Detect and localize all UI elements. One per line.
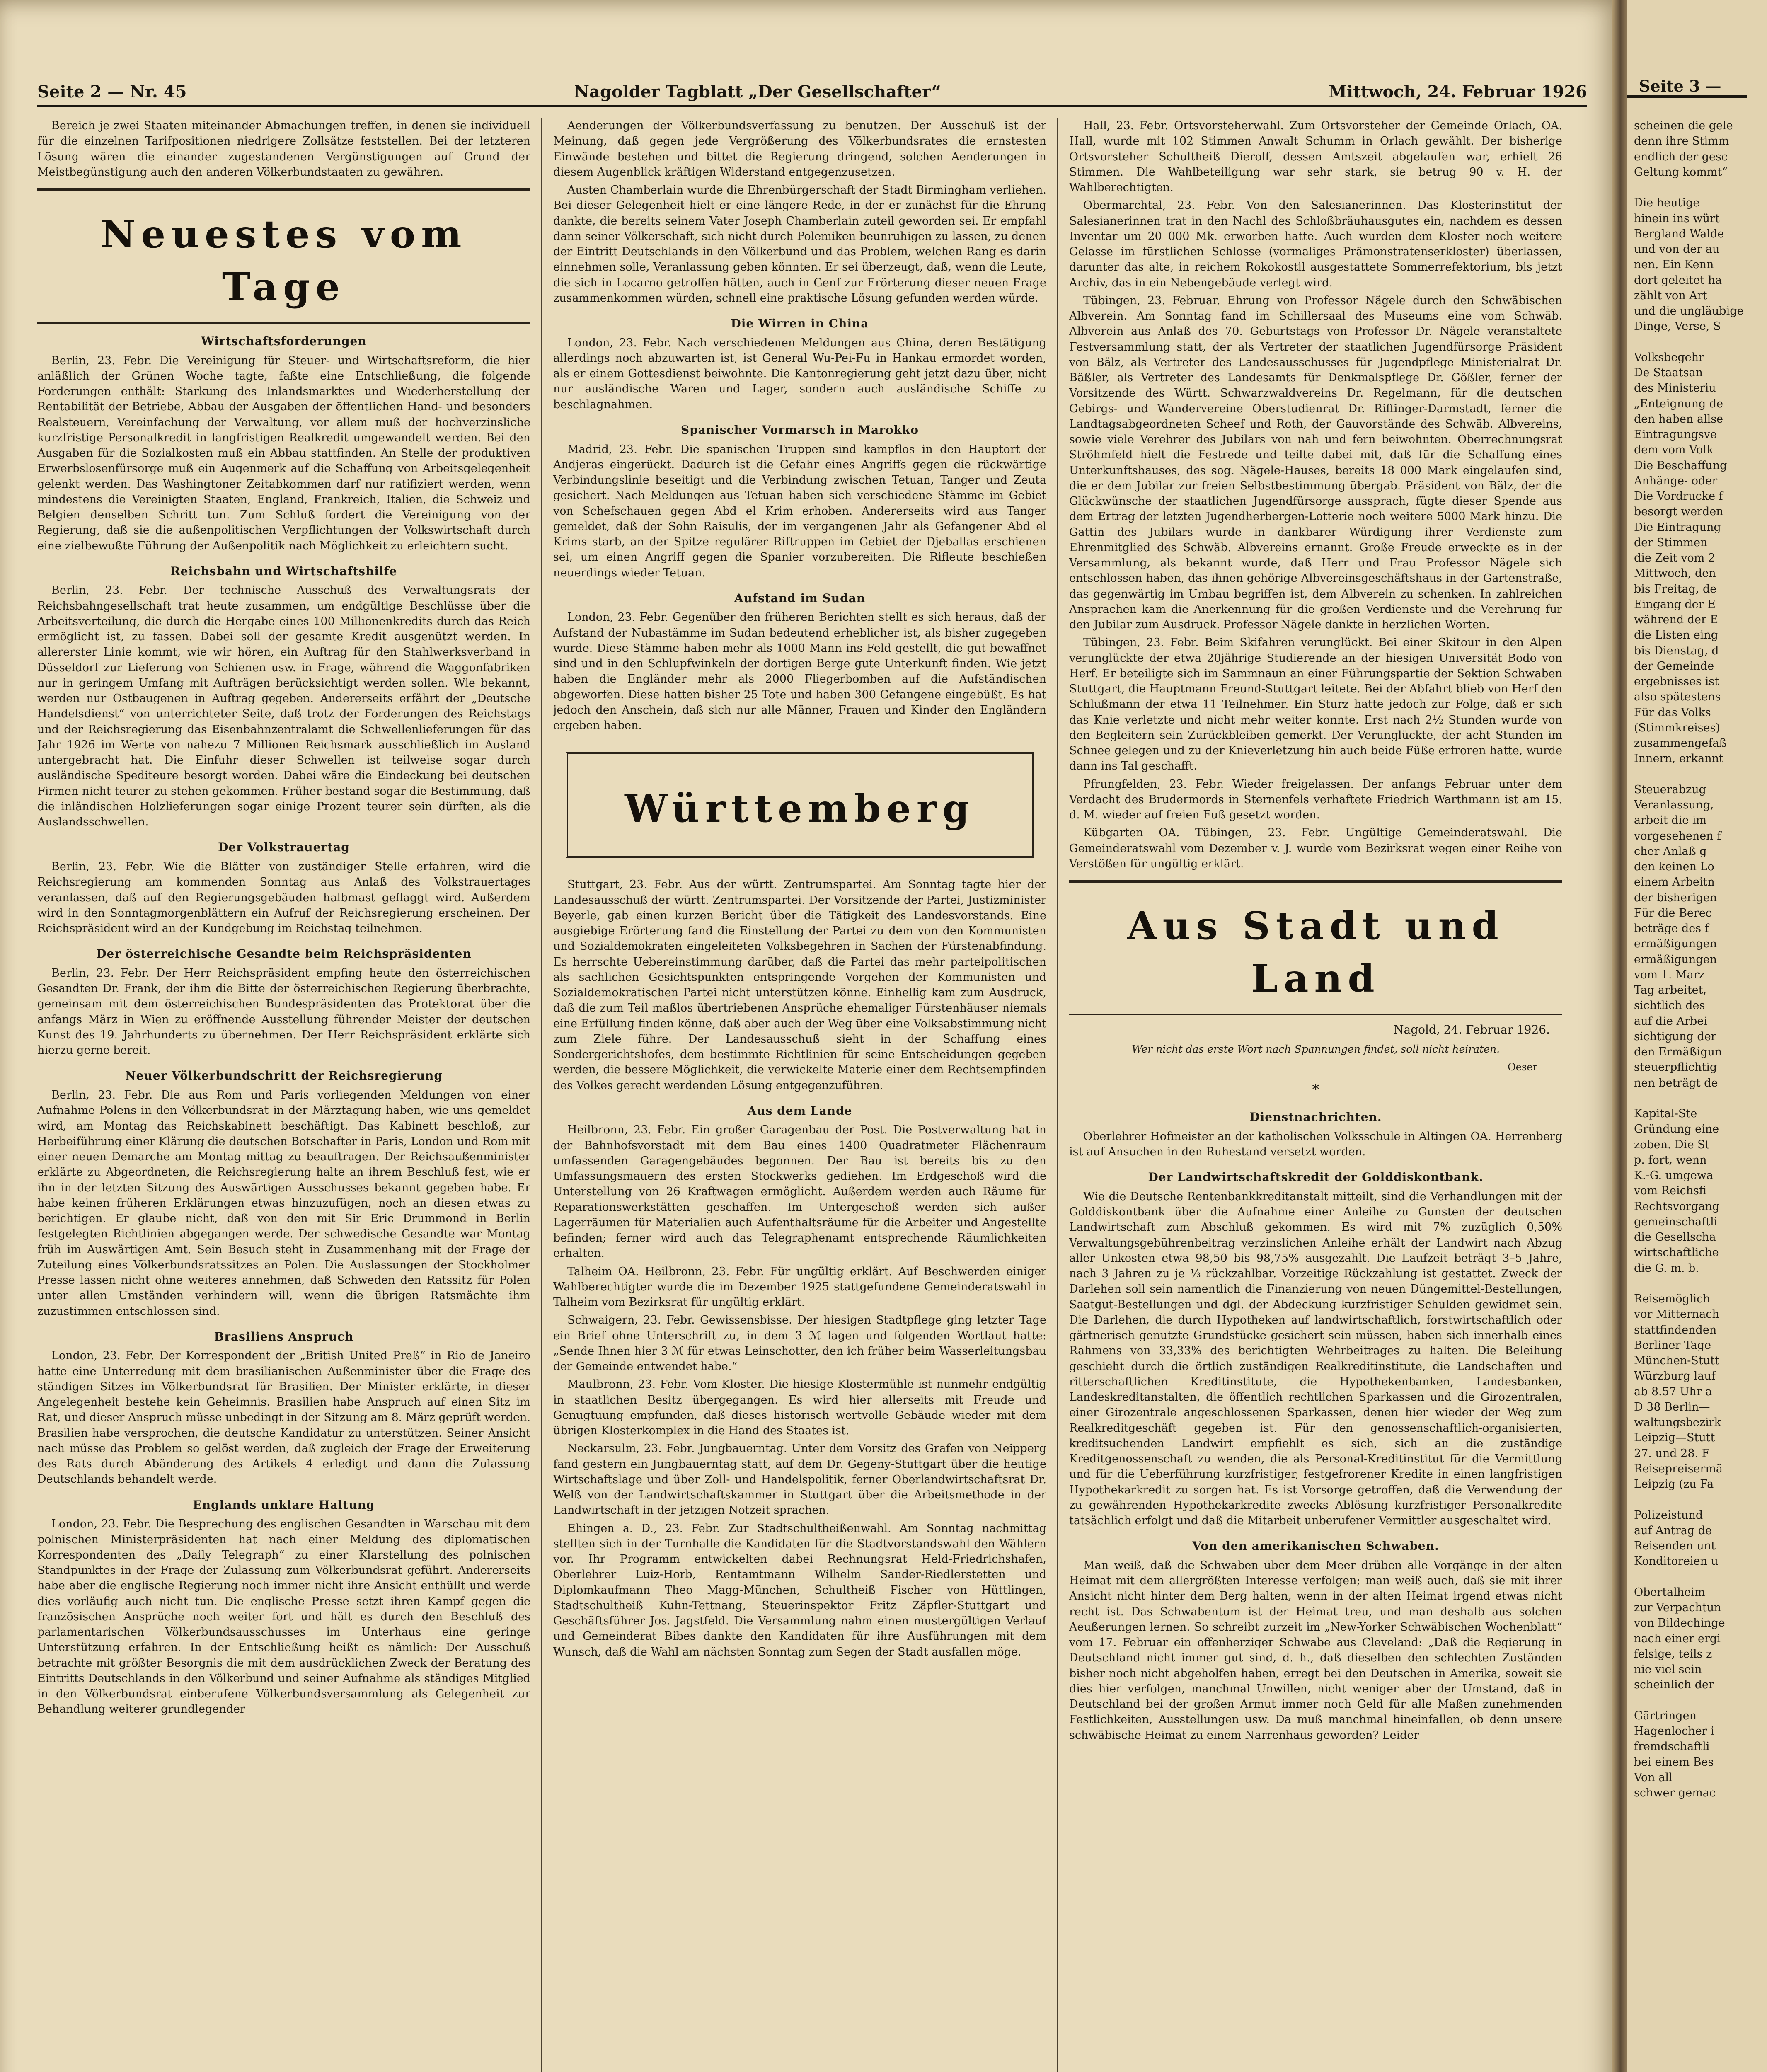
header-date: Mittwoch, 24. Februar 1926 <box>1328 82 1587 102</box>
book-gutter <box>1612 0 1629 2072</box>
article-paragraph: Heilbronn, 23. Febr. Ein großer Garagenbau der Post. Die Postverwaltung hat in der Bahnhofsvorstadt mit dem Bau eines 1400 Quadratmeter Flächenraum umfassenden Garagengebäudes begonnen. Der Bau ist bereits bis zu den Umfassungsmauern des ersten Stockwerks gediehen. Im Erdgeschoß wird die Unterstellung von 26 Kraftwagen ermöglicht. Außerdem werden auch Räume für Reparationswerkstätten geschaffen. Im Untergeschoß werden sich außer Lagerräumen für Materialien auch Aufenthaltsräume für die Arbeiter und Angestellte befinden; ferner wird auch das Telegraphenamt entsprechende Räumlichkeiten erhalten. <box>553 1123 1046 1260</box>
article-heading: Brasiliens Anspruch <box>214 1329 354 1343</box>
article-paragraph: Berlin, 23. Febr. Wie die Blätter von zuständiger Stelle erfahren, wird die Reichsregierung am kommenden Sonntag aus Anlaß des Volkstrauertages veranlassen, daß auf den Regierungsgebäuden halbmast geflaggt wird. Außerdem wird in den Sonntagmorgenblättern ein Aufruf der Reichsregierung erscheinen. Der Reichspräsident wird an der Kundgebung im Reichstag teilnehmen. <box>37 860 530 935</box>
article-paragraph: Berlin, 23. Febr. Der technische Ausschuß des Verwaltungsrats der Reichsbahngesellschaft trat heute zusammen, um endgültige Beschlüsse über die Arbeitsverteilung, die durch die Hergabe eines 100 Millionenkredits durch das Reich ermöglicht ist, zu fassen. Dabei soll der gesamte Kredit ausgenützt werden. In allererster Linie kommt, wie wir hören, ein Auftrag für den Stahlwerksverband in Düsseldorf zur Lieferung von Schienen usw. in Frage, während die Waggonfabriken nur in geringem Umfang mit Aufträgen berücksichtigt werden sollen. Wie bekannt, werden nur Ostbaugenen in Auftrag gegeben. Andererseits erfährt der „Deutsche Handelsdienst“ von unterrichteter Seite, daß trotz der Forderungen des Reichstags und der Reichsregierung das Eisenbahnzentralamt die Schwellenlieferungen für das Jahr 1926 im Werte von nahezu 7 Millionen Reichsmark ausschließlich im Ausland untergebracht hat. Die Einfuhr dieser Schwellen ist teilweise sogar durch ausländische Spediteure besorgt worden. Dabei wäre die Eindeckung bei deutschen Firmen nicht teurer zu stehen gekommen. Früher bestand sogar die Bestimmung, daß die inländischen Holzlieferungen sogar einige Prozent teurer sein dürften, als die Auslandsschwellen. <box>37 584 530 829</box>
article-heading: Der österreichische Gesandte beim Reichspräsidenten <box>96 947 472 961</box>
article-heading: Dienstnachrichten. <box>1249 1110 1382 1124</box>
article-paragraph: Berlin, 23. Febr. Die Vereinigung für Steuer- und Wirtschaftsreform, die hier anläßlich der Grünen Woche tagte, faßte eine Entschließung, die folgende Forderungen enthält: Stärkung des Inlandsmarktes und Wiederherstellung der Rentabilität der Betriebe, Abbau der Ausgaben der öffentlichen Hand- und besonders Realsteuern, Vereinfachung der Verwaltung, vor allem muß der hochverzinsliche kurzfristige Personalkredit in langfristigen Realkredit umgewandelt werden. Bei den Ausgaben für die Sozialkosten muß ein Abbau stattfinden. An Stelle der produktiven Erwerbslosenfürsorge muß ein Augenmerk auf die Schaffung von Arbeitsgelegenheit gelenkt werden. Das Washingtoner Zeitabkommen darf nur ratifiziert werden, wenn mindestens die Vereinigten Staaten, England, Frankreich, Italien, die Schweiz und Belgien denselben Schritt tun. Zum Schluß fordert die Vereinigung von der Regierung, daß sie die außenpolitischen Verpflichtungen der Volkswirtschaft durch eine zielbewußte Führung der Außenpolitik nach Möglichkeit zu erleichtern sucht. <box>37 354 530 552</box>
article-heading: Reichsbahn und Wirtschaftshilfe <box>170 564 397 578</box>
article-heading: Aufstand im Sudan <box>734 591 866 605</box>
article-paragraph: London, 23. Febr. Der Korrespondent der „British United Preß“ in Rio de Janeiro hatte eine Unterredung mit dem brasilianischen Außenminister über die Frage des ständigen Sitzes im Völkerbundsrat für Brasilien. Der Minister erklärte, in dieser Angelegenheit bestehe kein Geheimnis. Brasilien habe Anspruch auf einen Sitz im Rat, und dieser Anspruch müsse unbedingt in der Sitzung am 8. März geprüft werden. Brasilien habe versprochen, die deutsche Kandidatur zu unterstützen. Seiner Ansicht nach müsse das Problem so gelöst werden, daß zugleich der Frage der Erweiterung des Rats durch Abänderung des Artikels 4 erledigt und dann die Zulassung Deutschlands behandelt werde. <box>37 1349 530 1486</box>
article-paragraph: Berlin, 23. Febr. Der Herr Reichspräsident empfing heute den österreichischen Gesandten Dr. Frank, der ihm die Bitte der österreichischen Regierung überbrachte, gemeinsam mit dem österreichischen Bundespräsidenten das Protektorat über die anfangs März in Wien zu eröffnende Ausstellung führender Meister der deutschen Kunst des 19. Jahrhunderts zu übernehmen. Der Herr Reichspräsident erklärte sich hierzu gerne bereit. <box>37 966 530 1057</box>
article-heading: Der Volkstrauertag <box>218 840 350 854</box>
article-paragraph: Pfrungfelden, 23. Febr. Wieder freigelassen. Der anfangs Februar unter dem Verdacht des Brudermords in Sternenfels verhaftete Friedrich Warthmann ist am 15. d. M. wieder auf freien Fuß gesetzt worden. <box>1069 777 1562 821</box>
article-paragraph: Bereich je zwei Staaten miteinander Abmachungen treffen, in denen sie individuell für die einzelnen Tarifpositionen niedrigere Zollsätze feststellen. Bei der letzteren Lösung wären die einander zugestandenen Vergünstigungen auf Grund der Meistbegünstigung auch den anderen Völkerbundstaaten zu gewähren. <box>37 119 530 179</box>
header-masthead: Nagolder Tagblatt „Der Gesellschafter“ <box>574 82 941 102</box>
section-rule <box>1069 880 1562 883</box>
article-paragraph: Schwaigern, 23. Febr. Gewissensbisse. Der hiesigen Stadtpflege ging letzter Tage ein Brief ohne Unterschrift zu, in dem 3 ℳ lagen und folgenden Wortlaut hatte: „Sende Ihnen hier 3 ℳ für etwas Leinschotter, den ich früher beim Wasserleitungsbau der Gemeinde entwendet habe.“ <box>553 1314 1046 1373</box>
article-paragraph: Oberlehrer Hofmeister an der katholischen Volksschule in Altingen OA. Herrenberg ist auf Ansuchen in den Ruhestand versetzt worden. <box>1069 1130 1562 1158</box>
article-paragraph: Tübingen, 23. Februar. Ehrung von Professor Nägele durch den Schwäbischen Albverein. Am Sonntag fand im Schillersaal des Museums eine vom Schwäb. Albverein aus Anlaß des 70. Geburtstags von Professor Dr. Nägele veranstaltete Festversammlung statt, der als Vertreter der staatlichen Jugendfürsorge Präsident von Bälz, als Vertreter des Landesausschusses für Jugendpflege Ministerialrat Dr. Bäßler, als Vertreter des Landesamts für Denkmalspflege Dr. Gößler, ferner der Vorsitzende des Württ. Schwarzwaldvereins Dr. Regelmann, für die deutschen Gebirgs- und Wandervereine Oberstudienrat Dr. Riffinger-Darmstadt, ferner die Landtagsabgeordneten Scheef und Roth, der Gauvorstände des Schwäb. Albvereins, sowie viele Verehrer des Jubilars von nah und fern beiwohnten. Oberrechnungsrat Ströhmfeld hielt die Festrede und teilte dabei mit, daß für die Schaffung eines Unterkunftshauses, des sog. Nägele-Hauses, bereits 18 000 Mark eingelaufen sind, die er dem Jubilar zur freien Selbstbestimmung übergab. Präsident von Bälz, der die Glückwünsche der staatlichen Jugendfürsorge aussprach, fügte dieser Spende aus dem Ertrag der letzten Jugendherbergen-Lotterie noch weitere 5000 Mark hinzu. Die Gattin des Jubilars wurde in dankbarer Würdigung ihrer Verdienste zum Ehrenmitglied des Schwäb. Albvereins ernannt. Große Freude erweckte es in der Versammlung, als bekannt wurde, daß Herr und Frau Professor Nägele sich entschlossen haben, das ihnen gehörige Albvereinsgeschäftshaus in der Gartenstraße, das gegenwärtig im Umbau begriffen ist, dem Albverein zu schenken. In zahlreichen Ansprachen kam die Anerkennung für die großen Verdienste und die Verehrung für den Jubilar zum Ausdruck. Professor Nägele dankte in herzlichen Worten. <box>1069 294 1562 631</box>
article-heading: Englands unklare Haltung <box>193 1498 375 1512</box>
page-header <box>37 77 1587 107</box>
article-paragraph: Man weiß, daß die Schwaben über dem Meer drüben alle Vorgänge in der alten Heimat mit dem allergrößten Interesse verfolgen; man weiß auch, daß sie mit ihrer Ansicht nicht hinter dem Berg halten, wenn in der alten Heimat irgend etwas nicht recht ist. Das Schwabentum ist der Heimat treu, und man deshalb aus solchen Aeußerungen lernen. So schreibt zurzeit im „New-Yorker Schwäbischen Wochenblatt“ vom 17. Februar ein offenherziger Schwabe aus Cleveland: „Daß die Regierung in Deutschland nicht immer gut sind, d. h., daß dieselben den schlechten Zuständen bisher noch nicht abgeholfen haben, erregt bei den Deutschen in Amerika, soweit sie dies hier verfolgen, manchmal Unwillen, nicht weniger aber der Umstand, daß in Deutschland bei der großen Armut immer noch Geld für alle Maßen zunehmenden Festlichkeiten, Ausstellungen usw. Da muß manchmal hineinfallen, ob denn unsere schwäbische Heimat zu einem Narrenhaus geworden? Leider <box>1069 1559 1562 1742</box>
article-heading: Spanischer Vormarsch in Marokko <box>680 423 919 437</box>
section-heading-neuestes: Neuestes vom Tage <box>100 212 467 309</box>
article-paragraph: London, 23. Febr. Gegenüber den früheren Berichten stellt es sich heraus, daß der Aufstand der Nubastämme im Sudan bedeutend erheblicher ist, als bisher zugegeben wurde. Diese Stämme haben mehr als 1000 Mann ins Feld gestellt, die gut bewaffnet sind und in den Schlupfwinkeln der dortigen Berge gute Unterkunft finden. Wie jetzt haben die Engländer mehr als 2000 Fliegerbomben auf die Aufständischen abgeworfen. Diese hatten bisher 25 Tote und haben 300 Gefangene eingebüßt. Es hat jedoch den Anschein, daß sich nur alle Männer, Frauen und Kinder den Engländern ergeben haben. <box>553 611 1046 732</box>
article-paragraph: Wie die Deutsche Rentenbankkreditanstalt mitteilt, sind die Verhandlungen mit der Golddiskontbank über die Aufnahme einer Anleihe zu Gunsten der deutschen Landwirtschaft zum Abschluß gekommen. Es wird mit 7% zuzüglich 0,50% Verwaltungsgebührenbeitrag verzinslichen Anleihe erhält der Landwirt nach Abzug aller Unkosten etwa 98,50 bis 98,75% ausgezahlt. Die Laufzeit beträgt 3–5 Jahre, nach 3 Jahren zu je ⅓ rückzahlbar. Vorzeitige Rückzahlung ist gestattet. Zweck der Darlehen soll sein namentlich die Finanzierung von neuen Düngemittel-Bestellungen, Saatgut-Bestellungen und dgl. der Abdeckung kurzfristiger Schulden gewidmet sein. Die Darlehen, die durch Hypotheken auf landwirtschaftlich, forstwirtschaftlich oder gärtnerisch genutzte Grundstücke gesichert sein müssen, haben sich innerhalb eines Rahmens von 33,33% des berichtigten Wehrbeitrages zu halten. Die Beleihung geschieht durch die örtlich zuständigen Realkreditinstitute, die Landschaften und ritterschaftlichen Kreditinstitute, die Hypothekenbanken, Landesbanken, Landeskreditanstalten, die öffentlich rechtlichen Sparkassen und die Girozentralen, einer Girozentrale angeschlossenen Sparkassen, denen hier wieder der Weg zum Realkreditgeschäft gegeben ist. Für den genossenschaftlich-organisierten, kreditsuchenden Landwirt empfiehlt es sich, sich an die zuständige Kreditgenossenschaft zu wenden, die als Personal-Kreditinstitut für die Vermittlung und für die Ueberführung kurzfristiger, festgefrorener Kredite in einen langfristigen Hypothekarkredit zu sorgen hat. Es ist Vorsorge getroffen, daß die Verwendung der zu gewährenden Hypothekarkredite zwecks Ablösung kurzfristiger Personalkredite tatsächlich erfolgt und daß die Mitarbeit unberufener Vermittler ausgeschaltet wird. <box>1069 1190 1562 1527</box>
article-paragraph: Berlin, 23. Febr. Die aus Rom und Paris vorliegenden Meldungen von einer Aufnahme Polens in den Völkerbundsrat in der Märztagung haben, wie uns gemeldet wird, am Montag das Reichskabinett beschäftigt. Das Kabinett beschloß, zur Herbeiführung einer Klärung die deutschen Botschafter in Paris, London und Rom mit einer neuen Demarche am Montag mittag zu beauftragen. Der Reichsaußenminister erklärte zu Abgeordneten, die Reichsregierung halte an ihrem Beschluß fest, wie er ihn in der letzten Sitzung des Auswärtigen Ausschusses bekannt gegeben habe. Er habe keinen früheren Erklärungen etwas hinzuzufügen, noch an diesen etwas zu berichtigen. Er glaube nicht, daß von den mit Sir Eric Drummond in Berlin festgelegten Richtlinien abgegangen werde. Der schwedische Gesandte war Montag früh im Auswärtigen Amt. Sein Besuch steht in Zusammenhang mit der Frage der Zuteilung eines Völkerbundsratssitzes an Polen. Die Auslassungen der Stockholmer Presse lassen nicht ohne weiteres annehmen, daß Schweden den Ratssitz für Polen unter allen Umständen verhindern will, wenn die übrigen Ratsmächte ihm zuzustimmen entschlossen sind. <box>37 1089 530 1318</box>
article-paragraph: Austen Chamberlain wurde die Ehrenbürgerschaft der Stadt Birmingham verliehen. Bei dieser Gelegenheit hielt er eine längere Rede, in der er zunächst für die Ehrung dankte, die bereits seinem Vater Joseph Chamberlain zuteil geworden sei. Er empfahl dann seiner Völkerschaft, sich nicht durch Polemiken beunruhigen zu lassen, zu denen der Eintritt Deutschlands in den Völkerbund und das Problem, welchen Rang es darin einnehmen solle, Veranlassung geben könnten. Er sei überzeugt, daß, wenn die Leute, die sich in Locarno getroffen hätten, auch in Genf zur Erörterung dieser neuen Frage zusammenkommen würden, schnell eine praktische Lösung gefunden werden würde. <box>553 184 1046 305</box>
article-paragraph: Neckarsulm, 23. Febr. Jungbauerntag. Unter dem Vorsitz des Grafen von Neipperg fand gestern ein Jungbauerntag statt, auf dem Dr. Gegeny-Stuttgart über die heutige Wirtschaftslage und über Zoll- und Handelspolitik, ferner Oberlandwirtschaftsrat Dr. Welß von der Landwirtschaftskammer in Stuttgart über die Arbeitsmethode in der Landwirtschaft in der jetzigen Notzeit sprachen. <box>553 1442 1046 1517</box>
section-heading-aus-stadt-und-land: Aus Stadt und Land <box>1127 903 1504 1001</box>
section-heading-wuerttemberg: Württemberg <box>625 786 975 831</box>
adjacent-page-header: Seite 3 — <box>1627 0 1747 98</box>
article-heading: Wirtschaftsforderungen <box>201 334 367 348</box>
adjacent-page <box>1627 0 1767 2072</box>
article-paragraph: Kübgarten OA. Tübingen, 23. Febr. Ungültige Gemeinderatswahl. Die Gemeinderatswahl vom Dezember v. J. wurde vom Bezirksrat wegen einer Reihe von Verstößen für ungültig erklärt. <box>1069 826 1562 870</box>
article-paragraph: Maulbronn, 23. Febr. Vom Kloster. Die hiesige Klostermühle ist nunmehr endgültig in staatlichen Besitz übergegangen. Es wird hier allerseits mit Freude und Genugtuung empfunden, daß dieses historisch wertvolle Gebäude wieder mit dem übrigen Klosterkomplex in die Hand des Staates ist. <box>553 1378 1046 1438</box>
article-paragraph: Talheim OA. Heilbronn, 23. Febr. Für ungültig erklärt. Auf Beschwerden einiger Wahlberechtigter wurde die im Dezember 1925 stattgefundene Gemeinderatswahl in Talheim vom Bezirksrat für ungültig erklärt. <box>553 1265 1046 1309</box>
article-paragraph: London, 23. Febr. Die Besprechung des englischen Gesandten in Warschau mit dem polnischen Ministerpräsidenten hat nach einer Meldung des diplomatischen Korrespondenten des „Daily Telegraph“ zu einer Klarstellung des polnischen Standpunktes in der Frage der Zulassung zum Völkerbundsrat geführt. Andererseits habe aber die englische Regierung noch immer nicht ihre Ansicht enthüllt und werde dies vorläufig auch nicht tun. Die englische Presse setzt ihren Kampf gegen die französischen Ansprüche noch weiter fort und hält es durch den Beschluß des parlamentarischen Völkerbundsausschusses im Unterhaus eine geringe Unterstützung erfahren. In der Entschließung heißt es nämlich: Der Ausschuß betrachte mit größter Besorgnis die mit dem ausdrücklichen Zweck der Beratung des Eintritts Deutschlands in den Völkerbund und seiner Aufnahme als ständiges Mitglied in den Völkerbundsrat einberufene Völkerbundsversammlung als Gelegenheit zur Behandlung weiterer grundlegender <box>37 1518 530 1716</box>
article-paragraph: Hall, 23. Febr. Ortsvorsteherwahl. Zum Ortsvorsteher der Gemeinde Orlach, OA. Hall, wurde mit 102 Stimmen Anwalt Schumm in Orlach gewählt. Der bisherige Ortsvorsteher Schultheiß Dierolf, dessen Amtszeit abgelaufen war, erhielt 26 Stimmen. Die Wahlbeteiligung war sehr stark, sie betrug 90 v. H. der Wahlberechtigten. <box>1069 119 1562 194</box>
article-paragraph: Obermarchtal, 23. Febr. Von den Salesianerinnen. Das Klosterinstitut der Salesianerinnen trat in den Nachl des Schloßbräuhausgutes ein, nachdem es dessen Inventar um 20 000 Mk. erworben hatte. Auch wurden dem Kloster noch weitere Gelasse im fürstlichen Schlosse (vormaliges Prämonstratenserkloster) überlassen, darunter das alte, in reichem Rokokostil ausgestattete Sommerrefektorium, bis jetzt Archiv, das in ein Nebengebäude verlegt wird. <box>1069 199 1562 289</box>
header-page-number: Seite 2 — Nr. 45 <box>37 82 187 102</box>
article-heading: Aus dem Lande <box>747 1104 852 1118</box>
column-1 <box>37 118 530 2072</box>
article-heading: Neuer Völkerbundschritt der Reichsregierung <box>125 1069 443 1083</box>
section-rule <box>37 322 530 324</box>
adjacent-page-text: scheinen die gele denn ihre Stimm endlich der gesc Geltung kommt“ Die heutige hinein ins würt Bergland Walde und von der au nen. Ein Kenn dort geleitet ha zählt von Art und die ungläubige Dinge, Verse, S Volksbegehr De Staatsan des Ministeriu „Enteignung de den haben allse Eintragungsve dem vom Volk Die Beschaffung Anhänge- oder Die Vordrucke f besorgt werden Die Eintragung der Stimmen die Zeit vom 2 Mittwoch, den bis Freitag, de Eingang der E während der E die Listen eing bis Dienstag, d der Gemeinde ergebnisses ist also spätestens Für das Volks (Stimmkreises) zusammengefaß Innern, erkannt Steuerabzug Veranlassung, arbeit die im vorgesehenen f cher Anlaß g den keinen Lo einem Arbeitn der bisherigen Für die Berec beträge des f ermäßigungen ermäßigungen vom 1. Marz Tag arbeitet, sichtlich des auf die Arbei sichtigung der den Ermäßigun steuerpflichtig nen beträgt de Kapital-Ste Gründung eine zoben. Die St p. fort, wenn K.-G. umgewa vom Reichsfi Rechtsvorgang gemeinschaftli die Gesellscha wirtschaftliche die G. m. b. Reisemöglich vor Mitternach stattfindenden Berliner Tage München-Stutt Würzburg lauf ab 8.57 Uhr a D 38 Berlin— waltungsbezirk Leipzig—Stutt 27. und 28. F Reisepreisermä Leipzig (zu Fa Polizeistund auf Antrag de Reisenden unt Konditoreien u Obertalheim zur Verpachtun von Bildechinge nach einer ergi felsige, teils z nie viel sein scheinlich der Gärtringen Hagenlocher i fremdschaftli bei einem Bes Von all schwer gemac <box>1634 119 1744 1799</box>
article-paragraph: Madrid, 23. Febr. Die spanischen Truppen sind kampflos in den Hauptort der Andjeras eingerückt. Dadurch ist die Gefahr eines Angriffs gegen die rückwärtige Verbindungslinie beseitigt und die Verbindung zwischen Tetuan, Tanger und Zeuta gesichert. Nach Meldungen aus Tetuan haben sich verschiedene Stämme im Gebiet von Schefschauen gegen Abd el Krim erhoben. Andererseits wird aus Tanger gemeldet, daß der Sohn Raisulis, der im vergangenen Jahr als Gefangener Abd el Krims starb, an der Spitze regulärer Riftruppen im Gebiet der Djeballas erschienen sei, um einen Angriff gegen die Spanier vorzubereiten. Die Rifleute beschießen neuerdings wieder Tetuan. <box>553 443 1046 579</box>
article-paragraph: Tübingen, 23. Febr. Beim Skifahren verunglückt. Bei einer Skitour in den Alpen verunglückte der etwa 20jährige Studierende an der hiesigen Universität Bodo von Herf. Er beteiligte sich im Sammnaun an einer Führungspartie der Sektion Schwaben Stuttgart, die Hauptmann Freund-Stuttgart leitete. Bei der Abfahrt blieb von Herf den Schlußmann der etwa 11 Teilnehmer. Ein Sturz hatte jedoch zur Folge, daß er sich das Knie verletzte und nicht mehr weiter konnte. Erst nach 2½ Stunden wurde von den Begleitern sein Zurückbleiben gemerkt. Der Verunglückte, der acht Stunden im Schnee gelegen und zu der Knieverletzung hin auch beide Füße erfroren hatte, wurde dann ins Tal geschafft. <box>1069 636 1562 773</box>
article-paragraph: Ehingen a. D., 23. Febr. Zur Stadtschultheißenwahl. Am Sonntag nachmittag stellten sich in der Turnhalle die Kandidaten für die Stadtvorstandswahl den Wählern vor. Ihr Programm entwickelten dabei Rechnungsrat Held-Friedrichshafen, Oberlehrer Luiz-Horb, Rentamtmann Wilhelm Sander-Riedlerstetten und Diplomkaufmann Theo Magg-München, Schultheiß Fischer von Hüttlingen, Stadtschultheiß Kuhn-Tettnang, Steuerinspektor Fritz Zäpfler-Stuttgart und Geschäftsführer Jos. Jagstfeld. Die Versammlung nahm einen mustergültigen Verlauf und Gemeinderat Bibes dankte den Kandidaten für ihre Ausführungen mit dem Wunsch, daß die Wahl am nächsten Sonntag zum Segen der Stadt ausfallen möge. <box>553 1522 1046 1658</box>
section-rule <box>1069 1014 1562 1015</box>
column-2 <box>553 118 1046 2072</box>
section-box <box>566 752 1034 858</box>
article-paragraph: Stuttgart, 23. Febr. Aus der württ. Zentrumspartei. Am Sonntag tagte hier der Landesausschuß der württ. Zentrumspartei. Der Vorsitzende der Partei, Justizminister Beyerle, gab einen kurzen Bericht über die Tätigkeit des Landesvorstands. Eine ausgiebige Erörterung fand die Einstellung der Partei zu dem von den Kommunisten und Sozialdemokraten eingeleiteten Volksbegehren in Sachen der Fürstenabfindung. Es herrschte Uebereinstimmung darüber, daß die Partei das mehr parteipolitischen als sachlichen Gesichtspunkten entspringende Vorgehen der Kommunisten und Sozialdemokratischen Partei nicht unterstützen könne. Einhellig kam zum Ausdruck, daß die zum Teil maßlos übertriebenen Ansprüche ehemaliger Fürstenhäuser niemals eine Erfüllung finden könne, daß aber auch der Weg über eine Volksabstimmung nicht zum Ziele führe. Der Landesausschuß sieht in der Schaffung eines Sondergerichtshofes, dem bestimmte Richtlinien für seine Entscheidungen gegeben werden, die bessere Möglichkeit, die verwickelte Materie einer dem Rechtsempfinden des Volkes gerecht werdenden Lösung entgegenzuführen. <box>553 878 1046 1092</box>
column-3 <box>1069 118 1562 2072</box>
article-paragraph: London, 23. Febr. Nach verschiedenen Meldungen aus China, deren Bestätigung allerdings noch abzuwarten ist, ist General Wu-Pei-Fu in Hankau ermordet worden, als er einem Gottesdienst beiwohnte. Die Kantonregierung geht jetzt dazu über, nicht nur ausländische Waren und Lager, sondern auch ausländische Schiffe zu beschlagnahmen. <box>553 336 1046 411</box>
divider-star: * <box>1312 1081 1319 1098</box>
column-rule <box>541 118 542 2072</box>
article-paragraph: Aenderungen der Völkerbundsverfassung zu benutzen. Der Ausschuß ist der Meinung, daß gegen jede Vergrößerung des Völkerbundsrates die ernstesten Einwände bestehen und bittet die Regierung dringend, solchen Aenderungen in diesem Augenblick kräftigen Widerstand entgegenzusetzen. <box>553 119 1046 179</box>
column-rule <box>1057 118 1058 2072</box>
dateline: Nagold, 24. Februar 1926. <box>1393 1022 1550 1036</box>
article-heading: Die Wirren in China <box>731 317 869 330</box>
section-rule <box>37 188 530 191</box>
article-heading: Von den amerikanischen Schwaben. <box>1192 1539 1439 1553</box>
motto: Wer nicht das erste Wort nach Spannungen findet, soll nicht heiraten. <box>1131 1043 1500 1055</box>
motto-author: Oeser <box>1508 1061 1537 1073</box>
article-heading: Der Landwirtschaftskredit der Golddiskontbank. <box>1148 1170 1484 1184</box>
